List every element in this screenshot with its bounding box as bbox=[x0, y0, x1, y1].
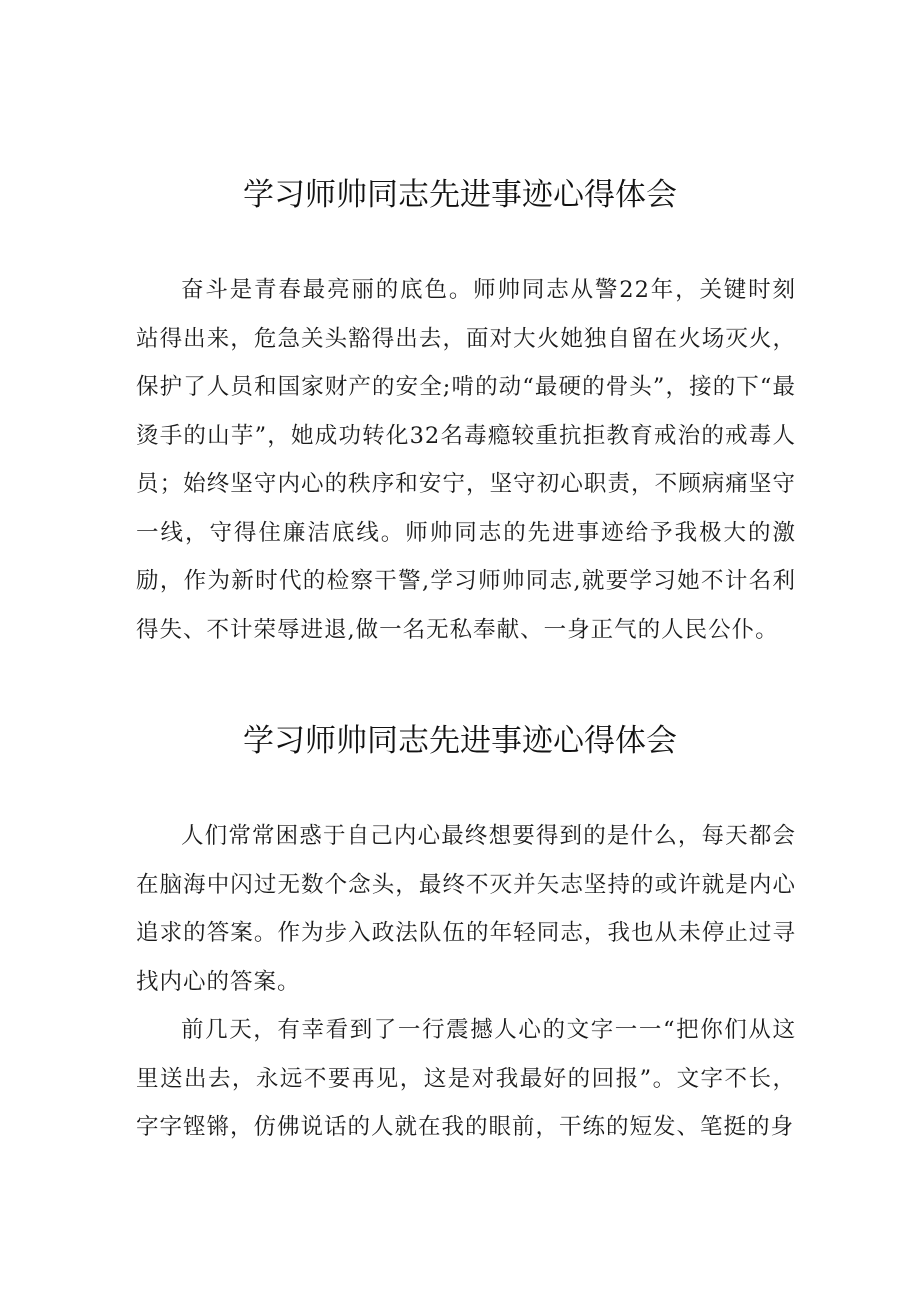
section-1-paragraph-1: 奋斗是青春最亮丽的底色。师帅同志从警22年，关键时刻站得出来，危急关头豁得出去，面对大火她独自留在火场灭火，保护了人员和国家财产的安全;啃的动“最硬的骨头”，接的下“最烫手的山芋”，她成功转化32名毒瘾较重抗拒教育戒治的戒毒人员；始终坚守内心的秩序和安宁，坚守初心职责，不顾病痛坚守一线，守得住廉洁底线。师帅同志的先进事迹给予我极大的激励，作为新时代的检察干警,学习师帅同志,就要学习她不计名利得失、不计荣辱进退,做一名无私奉献、一身正气的人民公仆。 bbox=[136, 277, 796, 643]
section-title-2: 学习师帅同志先进事迹心得体会 bbox=[243, 723, 677, 759]
section-title-1: 学习师帅同志先进事迹心得体会 bbox=[243, 177, 677, 213]
section-2-paragraph-1: 人们常常困惑于自己内心最终想要得到的是什么，每天都会在脑海中闪过无数个念头，最终不灭并矢志坚持的或许就是内心追求的答案。作为步入政法队伍的年轻同志，我也从未停止过寻找内心的答案。 bbox=[136, 823, 796, 995]
section-2-paragraph-2: 前几天，有幸看到了一行震撼人心的文字一一“把你们从这里送出去，永远不要再见，这是对我最好的回报”。文字不长，字字铿锵，仿佛说话的人就在我的眼前，干练的短发、笔挺的身 bbox=[136, 1017, 796, 1140]
